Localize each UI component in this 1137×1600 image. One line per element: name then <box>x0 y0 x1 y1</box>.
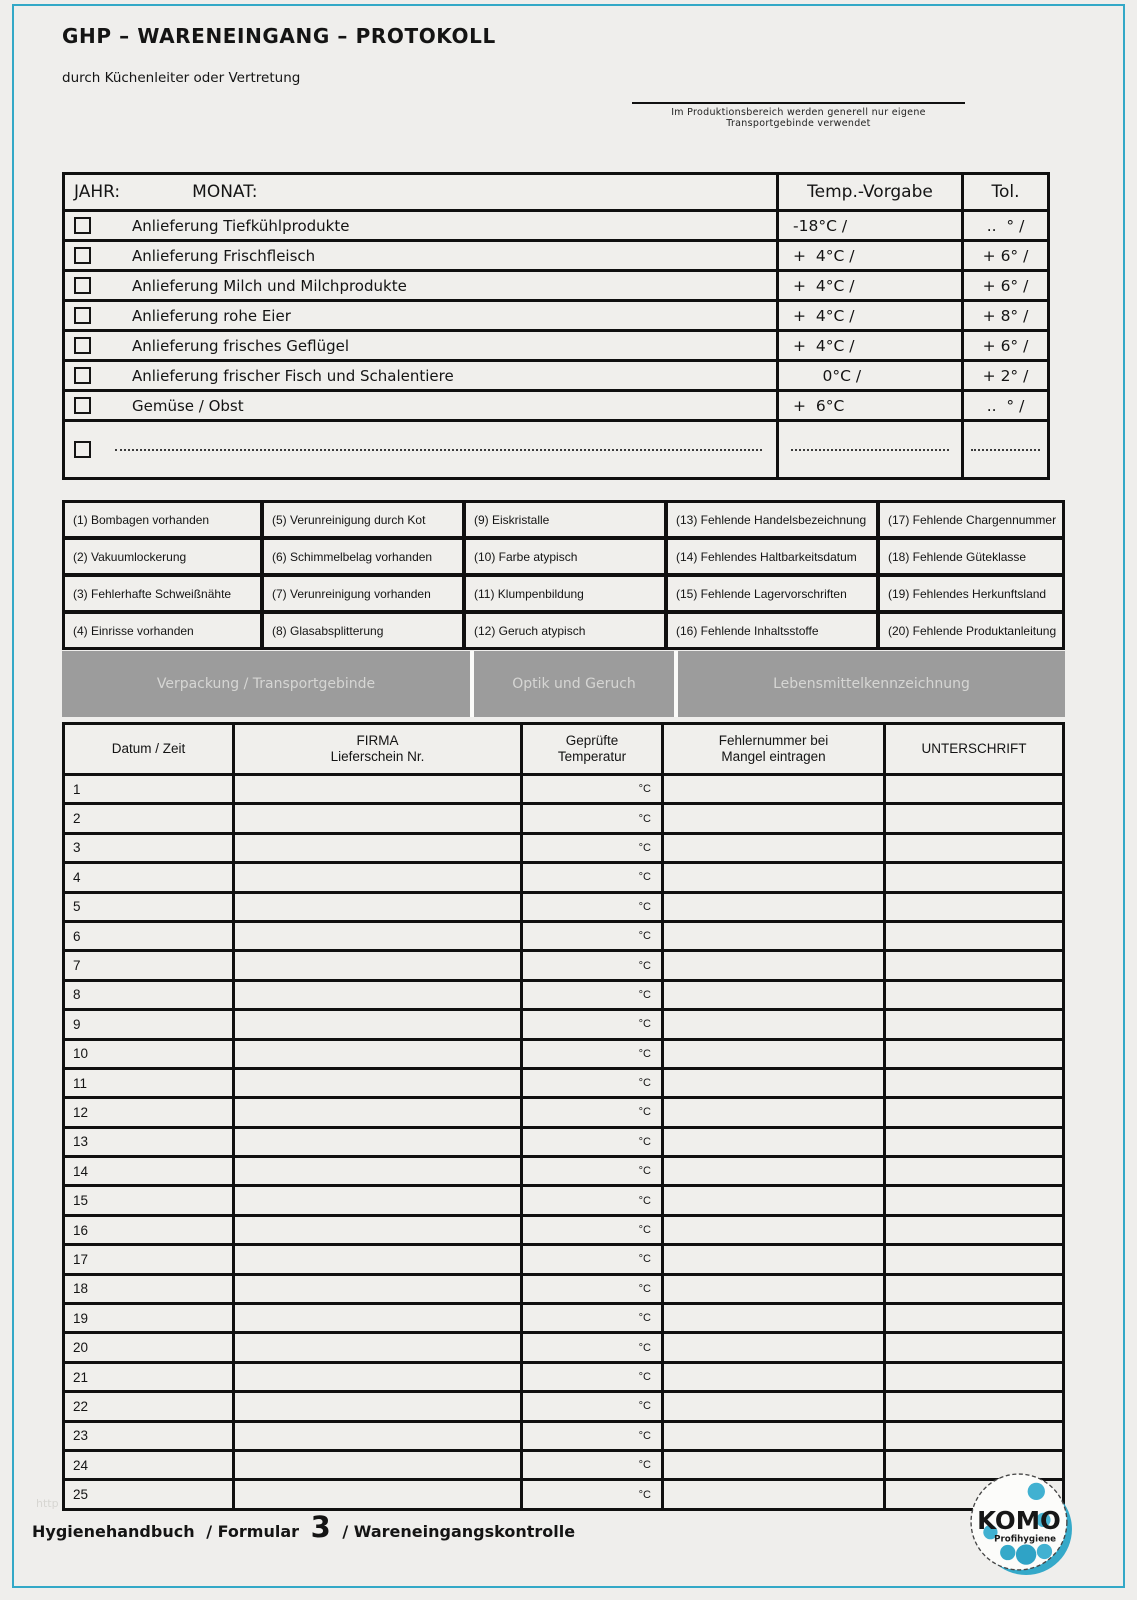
product-label: Anlieferung Frischfleisch <box>132 246 316 265</box>
unterschrift-cell <box>886 1158 1062 1184</box>
defect-code-cell: (8) Glasabsplitterung <box>264 614 462 647</box>
logo-dot <box>1037 1544 1052 1559</box>
spec-dotted-temp-cell <box>779 422 961 477</box>
row-number-cell: 25 <box>65 1481 232 1507</box>
watermark-text: http <box>36 1497 59 1510</box>
firma-cell <box>235 1452 520 1478</box>
tol-value: + 6° / <box>964 332 1047 359</box>
temperature-cell: °C <box>523 1217 661 1243</box>
logo-dot <box>1016 1544 1036 1564</box>
log-row <box>65 1246 1062 1272</box>
unterschrift-cell <box>886 776 1062 802</box>
formular-number: 3 <box>310 1510 331 1544</box>
log-row <box>65 1011 1062 1037</box>
fehlernummer-cell <box>664 1334 883 1360</box>
spec-header-row <box>65 175 1047 209</box>
log-row <box>65 1099 1062 1125</box>
product-label: Anlieferung frisches Geflügel <box>132 336 350 355</box>
defect-code-cell: (5) Verunreinigung durch Kot <box>264 503 462 536</box>
category-band <box>62 651 1065 717</box>
product-label: Anlieferung Milch und Milchprodukte <box>132 276 407 295</box>
delivery-log-table <box>62 722 1065 1511</box>
defect-code-cell: (17) Fehlende Chargennummer <box>880 503 1062 536</box>
footer-part3: / Wareneingangskontrolle <box>342 1522 576 1541</box>
spec-row-label-cell <box>65 392 776 419</box>
unterschrift-cell <box>886 923 1062 949</box>
defect-code-cell: (9) Eiskristalle <box>466 503 664 536</box>
temp-spec-table <box>62 172 1050 480</box>
row-number-cell: 15 <box>65 1187 232 1213</box>
defect-code-cell: (3) Fehlerhafte Schweißnähte <box>65 577 260 610</box>
logo-wordmark: KOMO <box>977 1506 1061 1536</box>
tol-value: + 6° / <box>964 242 1047 269</box>
fehlernummer-cell <box>664 982 883 1008</box>
lieferschein-label: Lieferschein Nr. <box>330 749 425 764</box>
firma-cell <box>235 1481 520 1507</box>
spec-row-label-cell <box>65 242 776 269</box>
unterschrift-cell <box>886 952 1062 978</box>
unterschrift-cell <box>886 1423 1062 1449</box>
firma-cell <box>235 805 520 831</box>
transport-note <box>632 102 965 129</box>
row-number-cell: 1 <box>65 776 232 802</box>
log-row <box>65 982 1062 1008</box>
fehlernummer-cell <box>664 1011 883 1037</box>
temperature-cell: °C <box>523 776 661 802</box>
temperature-cell: °C <box>523 923 661 949</box>
log-row <box>65 835 1062 861</box>
firma-cell <box>235 952 520 978</box>
log-row <box>65 776 1062 802</box>
unterschrift-cell <box>886 1393 1062 1419</box>
checkbox-icon <box>74 441 91 458</box>
temperatur-label: Temperatur <box>557 749 627 764</box>
defect-code-cell: (15) Fehlende Lagervorschriften <box>668 577 876 610</box>
datum-zeit-header <box>65 725 232 773</box>
checkbox-icon <box>74 337 91 354</box>
fehlernummer-cell <box>664 1099 883 1125</box>
log-row <box>65 1423 1062 1449</box>
firma-cell <box>235 1158 520 1184</box>
temp-vorgabe-value: + 6°C <box>779 392 961 419</box>
firma-cell <box>235 864 520 890</box>
temp-vorgabe-value: + 4°C / <box>779 332 961 359</box>
spec-row <box>65 272 1047 299</box>
temperature-cell: °C <box>523 894 661 920</box>
spec-row-label-cell <box>65 212 776 239</box>
row-number-cell: 19 <box>65 1305 232 1331</box>
defect-code-cell: (6) Schimmelbelag vorhanden <box>264 540 462 573</box>
defect-code-cell: (2) Vakuumlockerung <box>65 540 260 573</box>
log-row <box>65 1481 1062 1507</box>
firma-label: FIRMA <box>356 732 399 748</box>
temperature-cell: °C <box>523 1158 661 1184</box>
row-number-cell: 9 <box>65 1011 232 1037</box>
log-row <box>65 1393 1062 1419</box>
defect-code-cell: (16) Fehlende Inhaltsstoffe <box>668 614 876 647</box>
fehlernummer-cell <box>664 1246 883 1272</box>
firma-cell <box>235 894 520 920</box>
tol-value: + 8° / <box>964 302 1047 329</box>
row-number-cell: 24 <box>65 1452 232 1478</box>
temperature-cell: °C <box>523 1393 661 1419</box>
spec-row <box>65 242 1047 269</box>
log-row <box>65 1364 1062 1390</box>
unterschrift-cell <box>886 1217 1062 1243</box>
unterschrift-cell <box>886 1187 1062 1213</box>
row-number-cell: 13 <box>65 1129 232 1155</box>
firma-cell <box>235 776 520 802</box>
row-number-cell: 11 <box>65 1070 232 1096</box>
spec-row <box>65 392 1047 419</box>
mangel-label: Mangel eintragen <box>721 749 826 764</box>
temp-vorgabe-header: Temp.-Vorgabe <box>779 175 961 209</box>
dotted-line <box>791 449 949 451</box>
firma-cell <box>235 835 520 861</box>
product-label: Anlieferung frischer Fisch und Schalentiere <box>132 366 454 385</box>
unterschrift-cell <box>886 1099 1062 1125</box>
form-subtitle: durch Küchenleiter oder Vertretung <box>62 70 301 86</box>
row-number-cell: 14 <box>65 1158 232 1184</box>
jahr-label: JAHR: <box>74 182 121 202</box>
fehlernummer-cell <box>664 864 883 890</box>
temp-vorgabe-value: 0°C / <box>779 362 961 389</box>
logo-tagline: Profihygiene <box>994 1534 1057 1545</box>
fehlernummer-cell <box>664 1158 883 1184</box>
defect-code-cell: (10) Farbe atypisch <box>466 540 664 573</box>
row-number-cell: 23 <box>65 1423 232 1449</box>
firma-cell <box>235 1187 520 1213</box>
log-row <box>65 1041 1062 1067</box>
temperatur-header <box>523 725 661 773</box>
temperature-cell: °C <box>523 805 661 831</box>
log-header-row <box>65 725 1062 773</box>
temperature-cell: °C <box>523 1423 661 1449</box>
fehlernummer-cell <box>664 805 883 831</box>
temperature-cell: °C <box>523 1481 661 1507</box>
firma-cell <box>235 1305 520 1331</box>
log-row <box>65 1217 1062 1243</box>
log-row <box>65 1158 1062 1184</box>
row-number-cell: 16 <box>65 1217 232 1243</box>
firma-header <box>235 725 520 773</box>
tol-header: Tol. <box>964 175 1047 209</box>
temperature-cell: °C <box>523 835 661 861</box>
log-row <box>65 1452 1062 1478</box>
spec-dotted-row <box>65 422 1047 477</box>
spec-row <box>65 212 1047 239</box>
row-number-cell: 20 <box>65 1334 232 1360</box>
unterschrift-cell <box>886 1041 1062 1067</box>
defect-code-cell: (7) Verunreinigung vorhanden <box>264 577 462 610</box>
spec-dotted-label-cell <box>65 422 776 477</box>
fehlernummer-cell <box>664 1305 883 1331</box>
spec-row <box>65 302 1047 329</box>
firma-cell <box>235 1334 520 1360</box>
fehlernummer-cell <box>664 1276 883 1302</box>
log-row <box>65 1187 1062 1213</box>
unterschrift-cell <box>886 1011 1062 1037</box>
product-label: Gemüse / Obst <box>132 396 244 415</box>
unterschrift-cell <box>886 1334 1062 1360</box>
checkbox-icon <box>74 277 91 294</box>
row-number-cell: 8 <box>65 982 232 1008</box>
firma-cell <box>235 1246 520 1272</box>
fehlernummer-cell <box>664 1129 883 1155</box>
firma-cell <box>235 1041 520 1067</box>
datum-zeit-label: Datum / Zeit <box>111 740 186 756</box>
row-number-cell: 7 <box>65 952 232 978</box>
temperature-cell: °C <box>523 982 661 1008</box>
log-row <box>65 1276 1062 1302</box>
unterschrift-cell <box>886 982 1062 1008</box>
log-row <box>65 1305 1062 1331</box>
fehlernummer-label: Fehlernummer bei <box>718 732 829 748</box>
row-number-cell: 2 <box>65 805 232 831</box>
unterschrift-cell <box>886 1070 1062 1096</box>
log-row <box>65 923 1062 949</box>
tol-value: .. ° / <box>964 392 1047 419</box>
temperature-cell: °C <box>523 1011 661 1037</box>
temperature-cell: °C <box>523 1187 661 1213</box>
row-number-cell: 18 <box>65 1276 232 1302</box>
fehlernummer-cell <box>664 1364 883 1390</box>
row-number-cell: 22 <box>65 1393 232 1419</box>
logo-dot <box>1028 1483 1045 1500</box>
unterschrift-cell <box>886 805 1062 831</box>
temp-vorgabe-value: + 4°C / <box>779 272 961 299</box>
fehlernummer-cell <box>664 1041 883 1067</box>
row-number-cell: 17 <box>65 1246 232 1272</box>
fehlernummer-cell <box>664 835 883 861</box>
unterschrift-header <box>886 725 1062 773</box>
spec-row-label-cell <box>65 332 776 359</box>
firma-cell <box>235 1364 520 1390</box>
firma-cell <box>235 1011 520 1037</box>
logo-dot <box>1000 1545 1015 1560</box>
unterschrift-cell <box>886 1276 1062 1302</box>
defect-code-cell: (1) Bombagen vorhanden <box>65 503 260 536</box>
fehlernummer-header <box>664 725 883 773</box>
log-row <box>65 1070 1062 1096</box>
firma-cell <box>235 1423 520 1449</box>
temperature-cell: °C <box>523 1099 661 1125</box>
defect-code-cell: (20) Fehlende Produktanleitung <box>880 614 1062 647</box>
defect-code-cell: (19) Fehlendes Herkunftsland <box>880 577 1062 610</box>
unterschrift-cell <box>886 1129 1062 1155</box>
fehlernummer-cell <box>664 894 883 920</box>
tol-value: + 2° / <box>964 362 1047 389</box>
row-number-cell: 12 <box>65 1099 232 1125</box>
defect-code-cell: (18) Fehlende Güteklasse <box>880 540 1062 573</box>
row-number-cell: 3 <box>65 835 232 861</box>
log-row <box>65 894 1062 920</box>
temp-vorgabe-value: -18°C / <box>779 212 961 239</box>
checkbox-icon <box>74 307 91 324</box>
defect-code-cell: (12) Geruch atypisch <box>466 614 664 647</box>
fehlernummer-cell <box>664 1070 883 1096</box>
row-number-cell: 6 <box>65 923 232 949</box>
dotted-line <box>971 449 1040 451</box>
monat-label: MONAT: <box>192 182 258 202</box>
temperature-cell: °C <box>523 1334 661 1360</box>
log-row <box>65 952 1062 978</box>
fehlernummer-cell <box>664 1423 883 1449</box>
footer-part2: / Formular <box>206 1522 299 1541</box>
spec-dotted-tol-cell <box>964 422 1047 477</box>
temperature-cell: °C <box>523 1129 661 1155</box>
temperature-cell: °C <box>523 1452 661 1478</box>
fehlernummer-cell <box>664 1481 883 1507</box>
temperature-cell: °C <box>523 1246 661 1272</box>
spec-row-label-cell <box>65 272 776 299</box>
product-label: Anlieferung Tiefkühlprodukte <box>132 216 350 235</box>
unterschrift-cell <box>886 1246 1062 1272</box>
defect-code-cell: (11) Klumpenbildung <box>466 577 664 610</box>
row-number-cell: 10 <box>65 1041 232 1067</box>
form-title: GHP – WARENEINGANG – PROTOKOLL <box>62 24 496 48</box>
checkbox-icon <box>74 247 91 264</box>
fehlernummer-cell <box>664 923 883 949</box>
tol-value: .. ° / <box>964 212 1047 239</box>
defect-code-table <box>62 500 1065 650</box>
unterschrift-cell <box>886 1305 1062 1331</box>
unterschrift-cell <box>886 894 1062 920</box>
temperature-cell: °C <box>523 1305 661 1331</box>
dotted-line <box>115 449 762 451</box>
firma-cell <box>235 982 520 1008</box>
firma-cell <box>235 1070 520 1096</box>
footer-line <box>32 1510 581 1544</box>
firma-cell <box>235 923 520 949</box>
fehlernummer-cell <box>664 952 883 978</box>
temperature-cell: °C <box>523 1070 661 1096</box>
spec-row-label-cell <box>65 362 776 389</box>
unterschrift-cell <box>886 1364 1062 1390</box>
unterschrift-cell <box>886 864 1062 890</box>
log-row <box>65 1334 1062 1360</box>
temperature-cell: °C <box>523 1041 661 1067</box>
temperature-cell: °C <box>523 1364 661 1390</box>
footer-part1: Hygienehandbuch <box>32 1522 195 1541</box>
temperature-cell: °C <box>523 1276 661 1302</box>
log-row <box>65 1129 1062 1155</box>
band-kennzeichnung: Lebensmittelkennzeichnung <box>678 651 1065 717</box>
temperature-cell: °C <box>523 952 661 978</box>
unterschrift-label: UNTERSCHRIFT <box>921 740 1027 756</box>
checkbox-icon <box>74 367 91 384</box>
temperature-cell: °C <box>523 864 661 890</box>
spec-row <box>65 362 1047 389</box>
product-label: Anlieferung rohe Eier <box>132 306 291 325</box>
temp-vorgabe-value: + 4°C / <box>779 302 961 329</box>
defect-code-cell: (13) Fehlende Handelsbezeichnung <box>668 503 876 536</box>
jahr-monat-cell <box>65 175 776 209</box>
log-row <box>65 805 1062 831</box>
band-verpackung: Verpackung / Transportgebinde <box>62 651 470 717</box>
firma-cell <box>235 1129 520 1155</box>
checkbox-icon <box>74 397 91 414</box>
temp-vorgabe-value: + 4°C / <box>779 242 961 269</box>
unterschrift-cell <box>886 835 1062 861</box>
row-number-cell: 4 <box>65 864 232 890</box>
log-row <box>65 864 1062 890</box>
firma-cell <box>235 1276 520 1302</box>
tol-value: + 6° / <box>964 272 1047 299</box>
geprueft-label: Geprüfte <box>565 732 619 748</box>
komo-logo <box>968 1471 1074 1577</box>
fehlernummer-cell <box>664 1217 883 1243</box>
checkbox-icon <box>74 217 91 234</box>
band-optik: Optik und Geruch <box>474 651 674 717</box>
fehlernummer-cell <box>664 1187 883 1213</box>
spec-row <box>65 332 1047 359</box>
row-number-cell: 5 <box>65 894 232 920</box>
spec-row-label-cell <box>65 302 776 329</box>
transport-note-text: Im Produktionsbereich werden generell nur eigene Transportgebinde verwendet <box>671 107 926 129</box>
firma-cell <box>235 1099 520 1125</box>
fehlernummer-cell <box>664 776 883 802</box>
defect-code-cell: (4) Einrisse vorhanden <box>65 614 260 647</box>
fehlernummer-cell <box>664 1393 883 1419</box>
firma-cell <box>235 1217 520 1243</box>
defect-code-cell: (14) Fehlendes Haltbarkeitsdatum <box>668 540 876 573</box>
firma-cell <box>235 1393 520 1419</box>
row-number-cell: 21 <box>65 1364 232 1390</box>
fehlernummer-cell <box>664 1452 883 1478</box>
